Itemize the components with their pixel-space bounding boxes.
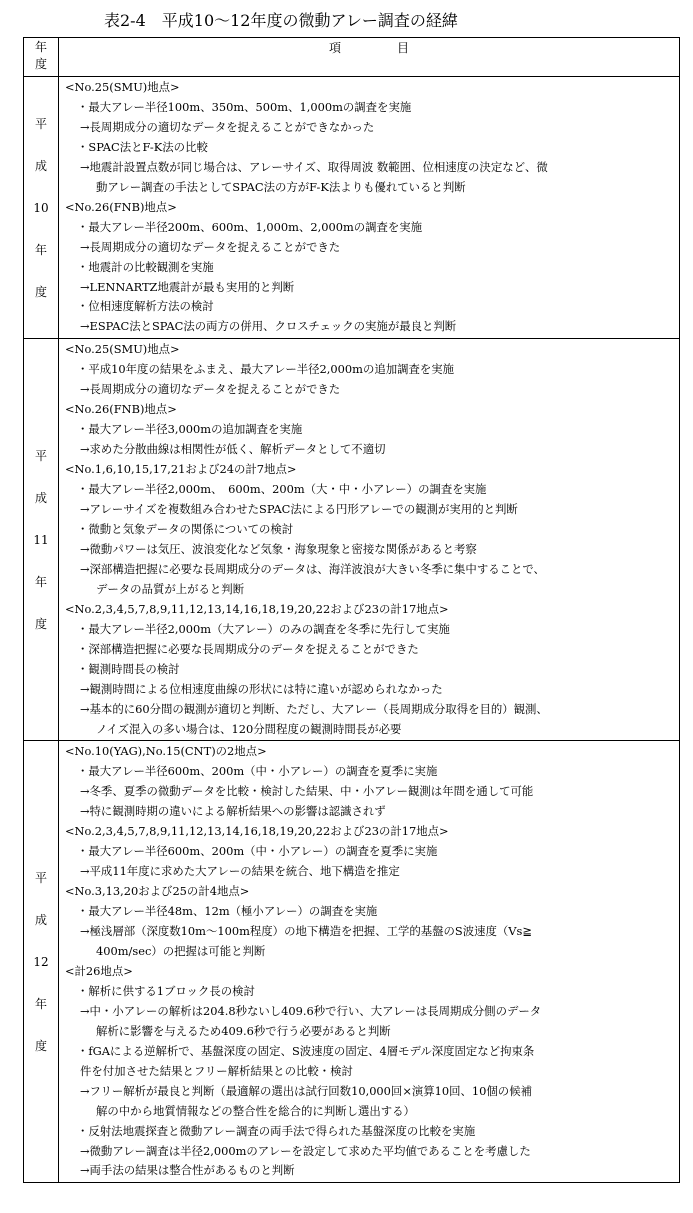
year-cell	[24, 741, 59, 1183]
item-line: <No.2,3,4,5,7,8,9,11,12,13,14,16,18,19,20,22および23の計17地点>	[65, 601, 449, 616]
year-spacer	[24, 972, 58, 994]
year-char: 年	[34, 242, 47, 257]
year-char: 年	[34, 574, 47, 589]
year-spacer	[24, 134, 58, 156]
year-char: 10	[33, 200, 49, 215]
item-cell	[59, 77, 680, 339]
survey-history-table	[23, 37, 680, 1183]
item-line: →長周期成分の適切なデータを捉えることができた	[80, 382, 341, 397]
item-line: データの品質が上がると判断	[96, 581, 245, 596]
item-line: ・深部構造把握に必要な長周期成分のデータを捉えることができた	[77, 641, 419, 656]
header-row	[24, 38, 680, 77]
item-line: <No.26(FNB)地点>	[65, 402, 177, 417]
year-spacer	[24, 1014, 58, 1036]
header-item-text: 項目	[328, 41, 465, 55]
item-line: →長周期成分の適切なデータを捉えることができた	[80, 239, 341, 254]
item-line: ・fGAによる逆解析で、基盤深度の固定、S波速度の固定、4層モデル深度固定など拘束条	[77, 1043, 535, 1058]
year-char: 平	[34, 116, 47, 131]
item-line: →中・小アレーの解析は204.8秒ないし409.6秒で行い、大アレーは長周期成分側のデータ	[80, 1003, 542, 1018]
item-line: →微動アレー調査は半径2,000mのアレーを設定して求めた平均値であることを考慮した	[80, 1143, 531, 1158]
item-line: 件を付加させた結果とフリー解析結果との比較・検討	[80, 1063, 353, 1078]
table-row	[24, 741, 680, 1183]
header-year	[24, 38, 59, 77]
table-title-text: 表2-4 平成10～12年度の微動アレー調査の経緯	[104, 11, 458, 30]
item-line: →冬季、夏季の微動データを比較・検討した結果、中・小アレー観測は年間を通して可能	[80, 784, 534, 799]
year-char: 成	[34, 158, 47, 173]
item-line: →地震計設置点数が同じ場合は、アレーサイズ、取得周波 数範囲、位相速度の決定など、微	[80, 159, 548, 174]
item-line: ・最大アレー半径2,000m、 600m、200m（大・中・小アレー）の調査を実施	[77, 482, 487, 497]
item-line: ・平成10年度の結果をふまえ、最大アレー半径2,000mの追加調査を実施	[77, 362, 455, 377]
year-spacer	[24, 592, 58, 614]
header-item	[59, 38, 680, 77]
header-year-char-1: 年	[34, 40, 47, 54]
item-line: ・解析に供する1ブロック長の検討	[77, 983, 255, 998]
item-line: <No.3,13,20および25の計4地点>	[65, 884, 250, 899]
item-line: →求めた分散曲線は相関性が低く、解析データとして不適切	[80, 442, 386, 457]
header-year-char-2: 度	[34, 57, 47, 71]
item-line: →両手法の結果は整合性があるものと判断	[80, 1163, 295, 1178]
item-line: <No.10(YAG),No.15(CNT)の2地点>	[65, 744, 267, 759]
item-line: →基本的に60分間の観測が適切と判断、ただし、大アレー（長周期成分取得を目的）観測、	[80, 701, 548, 716]
year-spacer	[24, 888, 58, 910]
year-char: 年	[34, 996, 47, 1011]
item-line: →微動パワーは気圧、波浪変化など気象・海象現象と密接な関係があると考察	[80, 541, 477, 556]
item-line: →極浅層部（深度数10m～100m程度）の地下構造を把握、工学的基盤のS波速度（Vs≧	[80, 924, 532, 939]
year-char: 度	[34, 284, 47, 299]
item-line: <No.2,3,4,5,7,8,9,11,12,13,14,16,18,19,20,22および23の計17地点>	[65, 824, 449, 839]
item-line: →ESPAC法とSPAC法の両方の併用、クロスチェックの実施が最良と判断	[80, 319, 457, 334]
year-char: 度	[34, 616, 47, 631]
item-line: 400m/sec）の把握は可能と判断	[96, 943, 266, 958]
item-line: ・最大アレー半径200m、600m、1,000m、2,000mの調査を実施	[77, 219, 423, 234]
year-spacer	[24, 176, 58, 198]
year-spacer	[24, 930, 58, 952]
item-line: →特に観測時期の違いによる解析結果への影響は認識されず	[80, 804, 386, 819]
item-line: <No.1,6,10,15,17,21および24の計7地点>	[65, 462, 297, 477]
year-char: 12	[33, 954, 49, 969]
table-row	[24, 77, 680, 339]
table-title	[0, 9, 693, 33]
item-line: ・微動と気象データの関係についての検討	[77, 521, 294, 536]
item-cell	[59, 741, 680, 1183]
year-spacer	[24, 466, 58, 488]
item-line: <計26地点>	[65, 963, 133, 978]
item-line: →深部構造把握に必要な長周期成分のデータは、海洋波浪が大きい冬季に集中することで、	[80, 561, 545, 576]
item-line: ・最大アレー半径48m、12m（極小アレー）の調査を実施	[77, 904, 378, 919]
item-line: →フリー解析が最良と判断（最適解の選出は試行回数10,000回×演算10回、10個の候補	[80, 1083, 532, 1098]
item-line: 解の中から地質情報などの整合性を総合的に判断し選出する）	[96, 1103, 415, 1118]
item-line: <No.26(FNB)地点>	[65, 199, 177, 214]
year-spacer	[24, 508, 58, 530]
item-cell	[59, 339, 680, 741]
year-cell	[24, 339, 59, 741]
year-char: 度	[34, 1038, 47, 1053]
item-line: →アレーサイズを複数組み合わせたSPAC法による円形アレーでの観測が実用的と判断	[80, 502, 518, 517]
item-line: ・SPAC法とF-K法の比較	[77, 139, 208, 154]
table-row	[24, 339, 680, 741]
item-line: <No.25(SMU)地点>	[65, 342, 180, 357]
item-line: →長周期成分の適切なデータを捉えることができなかった	[80, 119, 375, 134]
item-line: ・最大アレー半径2,000m（大アレー）のみの調査を冬季に先行して実施	[77, 621, 450, 636]
item-line: ・反射法地震探査と微動アレー調査の両手法で得られた基盤深度の比較を実施	[77, 1123, 476, 1138]
year-char: 成	[34, 490, 47, 505]
item-line: 解析に影響を与えるため409.6秒で行う必要があると判断	[96, 1023, 391, 1038]
item-line: →平成11年度に求めた大アレーの結果を統合、地下構造を推定	[80, 864, 400, 879]
item-line: →観測時間による位相速度曲線の形状には特に違いが認められなかった	[80, 681, 443, 696]
year-char: 平	[34, 870, 47, 885]
item-line: ・最大アレー半径600m、200m（中・小アレー）の調査を夏季に実施	[77, 844, 438, 859]
year-spacer	[24, 550, 58, 572]
year-char: 成	[34, 912, 47, 927]
item-line: ノイズ混入の多い場合は、120分間程度の観測時間長が必要	[96, 721, 402, 736]
item-line: ・観測時間長の検討	[77, 661, 180, 676]
item-line: →LENNARTZ地震計が最も実用的と判断	[80, 279, 295, 294]
item-line: ・位相速度解析方法の検討	[77, 299, 214, 314]
item-line: ・最大アレー半径100m、350m、500m、1,000mの調査を実施	[77, 99, 412, 114]
item-line: <No.25(SMU)地点>	[65, 80, 180, 94]
item-line: ・最大アレー半径3,000mの追加調査を実施	[77, 422, 303, 437]
item-line: 動アレー調査の手法としてSPAC法の方がF-K法よりも優れていると判断	[96, 179, 466, 194]
year-char: 平	[34, 448, 47, 463]
item-line: ・最大アレー半径600m、200m（中・小アレー）の調査を夏季に実施	[77, 764, 438, 779]
item-line: ・地震計の比較観測を実施	[77, 259, 214, 274]
year-cell	[24, 77, 59, 339]
year-spacer	[24, 218, 58, 240]
year-spacer	[24, 260, 58, 282]
year-char: 11	[33, 532, 49, 547]
